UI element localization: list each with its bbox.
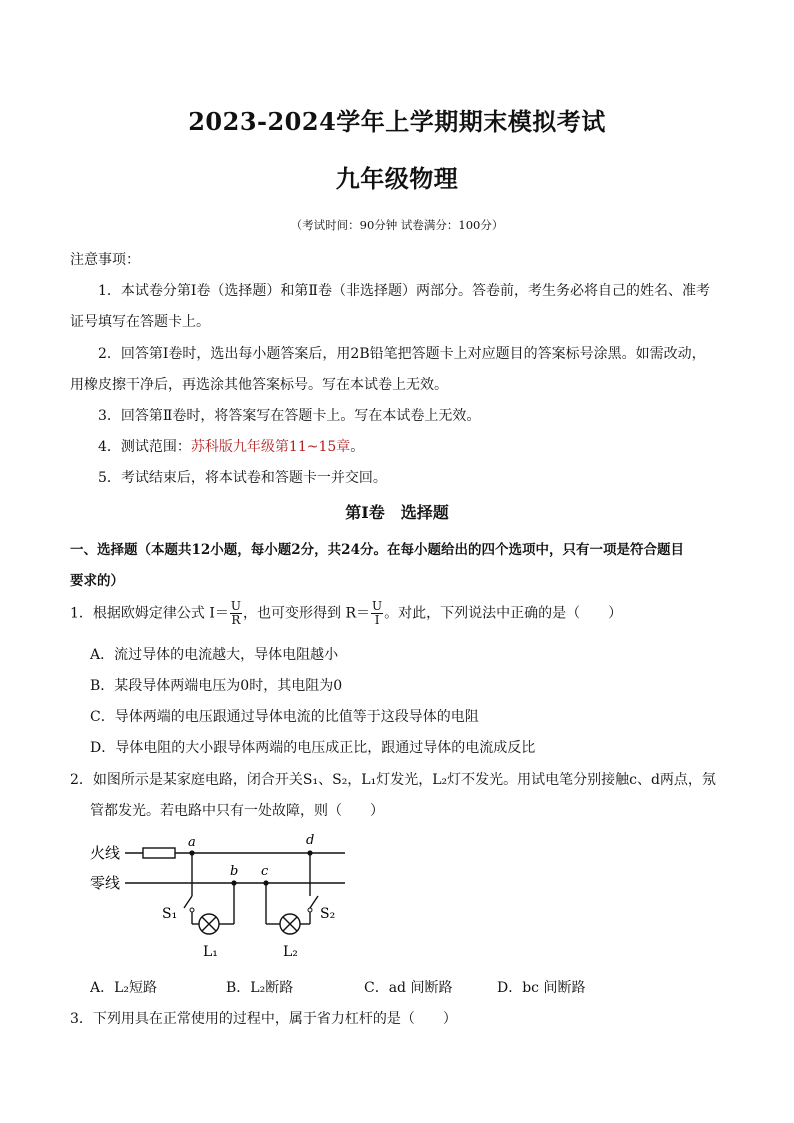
q2-option-d: D．bc 间断路 xyxy=(497,980,586,996)
fraction-numerator: U xyxy=(230,599,242,613)
fuse xyxy=(143,848,175,858)
question-1-stem xyxy=(70,600,622,627)
q1-option-a: A．流过导体的电流越大，导体电阻越小 xyxy=(90,647,339,663)
note-1-line-2: 证号填写在答题卡上。 xyxy=(70,314,210,330)
q2-option-b: B．L₂断路 xyxy=(226,980,294,996)
junction-a xyxy=(189,850,194,855)
note-4-suffix: 。 xyxy=(350,439,365,455)
note-2-line-1: 2．回答第Ⅰ卷时，选出每小题答案后，用2B铅笔把答题卡上对应题目的答案标号涂黑。如需改动， xyxy=(98,346,706,362)
switch-s2-label: S₂ xyxy=(320,906,336,922)
exam-title: 2023-2024学年上学期期末模拟考试 xyxy=(188,107,606,136)
fraction-numerator: U xyxy=(372,599,383,613)
note-4-prefix: 4．测试范围： xyxy=(98,439,191,455)
neutral-wire-label: 零线 xyxy=(90,874,121,892)
q1-stem-c: 。对此，下列说法中正确的是（ ） xyxy=(384,605,623,622)
switch-s1-contact xyxy=(190,908,194,912)
household-circuit-diagram xyxy=(80,828,360,968)
switch-s2-contact xyxy=(308,908,312,912)
exam-info: （考试时间：90分钟 试卷满分：100分） xyxy=(290,218,504,232)
notes-heading: 注意事项： xyxy=(70,252,140,268)
junction-c xyxy=(263,880,268,885)
live-wire-label: 火线 xyxy=(90,844,121,862)
lamp-l1-label: L₁ xyxy=(203,944,218,960)
fraction-denominator: R xyxy=(231,613,241,627)
q1-stem-a: 1．根据欧姆定律公式 I＝ xyxy=(70,605,229,622)
junction-b xyxy=(231,880,236,885)
note-4-scope: 苏科版九年级第11~15章 xyxy=(190,439,351,455)
point-d-label: d xyxy=(306,833,315,848)
note-3: 3．回答第Ⅱ卷时，将答案写在答题卡上。写在本试卷上无效。 xyxy=(98,408,481,424)
fraction-u-over-i xyxy=(371,600,383,627)
lamp-l2-label: L₂ xyxy=(283,944,298,960)
note-4 xyxy=(98,436,364,456)
q1-option-b: B．某段导体两端电压为0时，其电阻为0 xyxy=(90,678,343,694)
switch-s2-blade xyxy=(310,896,318,908)
section-title: 第Ⅰ卷 选择题 xyxy=(345,503,449,522)
junction-d xyxy=(307,850,312,855)
q2-option-a: A．L₂短路 xyxy=(90,980,158,996)
point-b-label: b xyxy=(230,864,239,879)
question-2-line-1: 2．如图所示是某家庭电路，闭合开关S₁、S₂，L₁灯发光，L₂灯不发光。用试电笔分别接触c、d两点，氖 xyxy=(70,772,716,788)
note-1-line-1: 1．本试卷分第Ⅰ卷（选择题）和第Ⅱ卷（非选择题）两部分。答卷前，考生务必将自己的姓名、准考 xyxy=(98,283,710,299)
q1-option-c: C．导体两端的电压跟通过导体电流的比值等于这段导体的电阻 xyxy=(90,709,479,725)
q1-stem-b: ，也可变形得到 R＝ xyxy=(243,605,371,622)
q1-option-d: D．导体电阻的大小跟导体两端的电压成正比，跟通过导体的电流成反比 xyxy=(90,740,536,756)
fraction-u-over-r xyxy=(230,600,242,627)
question-3-stem: 3．下列用具在正常使用的过程中，属于省力杠杆的是（ ） xyxy=(70,1011,457,1027)
part-heading-line-2: 要求的） xyxy=(70,573,124,589)
note-5: 5．考试结束后，将本试卷和答题卡一并交回。 xyxy=(98,470,387,486)
switch-s1-blade xyxy=(184,896,192,908)
q2-option-c: C．ad 间断路 xyxy=(364,980,453,996)
point-c-label: c xyxy=(261,864,269,879)
question-2-line-2: 管都发光。若电路中只有一处故障，则（ ） xyxy=(90,803,384,819)
point-a-label: a xyxy=(188,835,196,850)
note-2-line-2: 用橡皮擦干净后，再选涂其他答案标号。写在本试卷上无效。 xyxy=(70,377,448,393)
exam-subject: 九年级物理 xyxy=(335,164,459,193)
part-heading-line-1: 一、选择题（本题共12小题，每小题2分，共24分。在每小题给出的四个选项中，只有一项是符合题目 xyxy=(70,542,684,558)
switch-s1-label: S₁ xyxy=(162,906,178,922)
fraction-denominator: I xyxy=(374,613,380,627)
